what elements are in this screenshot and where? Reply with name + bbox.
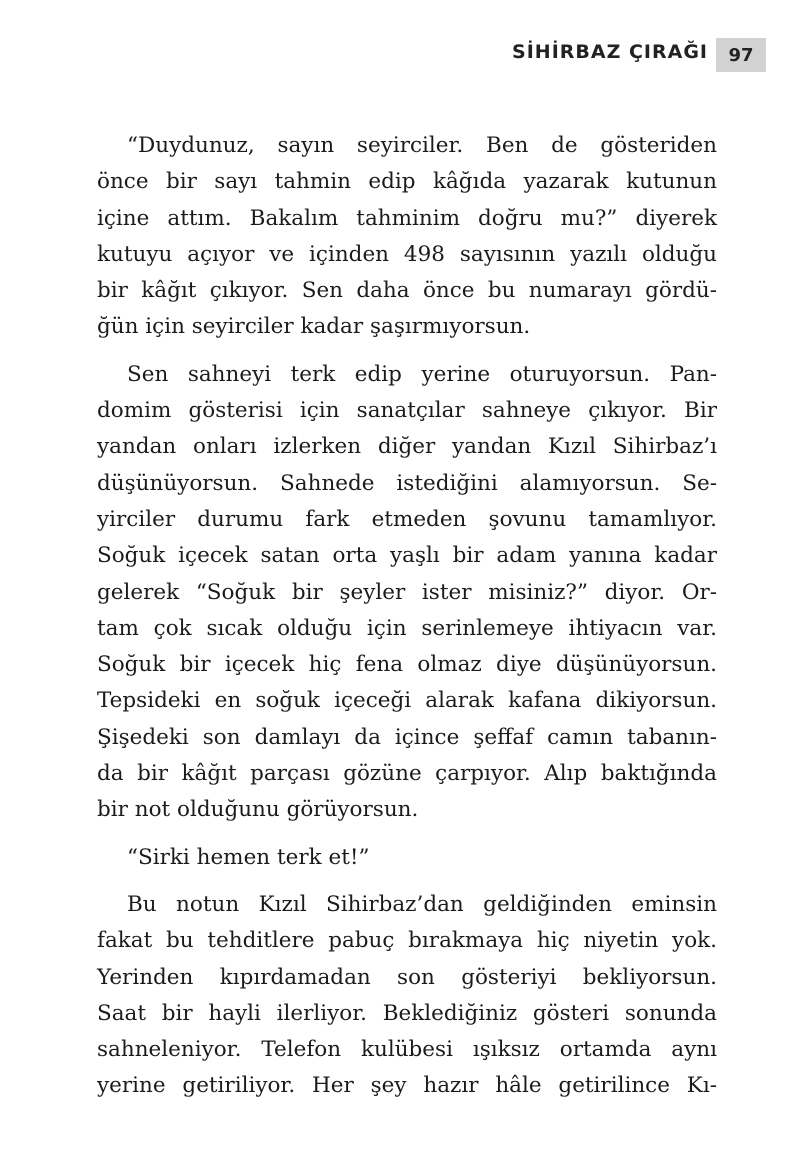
text-line: Yerinden kıpırdamadan son gösteriyi bekliyorsun. (97, 964, 717, 990)
text-line: yerine getiriliyor. Her şey hazır hâle getirilince Kı- (97, 1073, 717, 1099)
text-line: da bir kâğıt parçası gözüne çarpıyor. Alıp baktığında (97, 761, 717, 787)
page-number-box (716, 38, 766, 72)
text-line: yirciler durumu fark etmeden şovunu tamamlıyor. (97, 506, 717, 532)
text-line: içine attım. Bakalım tahminim doğru mu?” diyerek (97, 205, 717, 231)
text-line: Sen sahneyi terk edip yerine oturuyorsun. Pan- (127, 361, 717, 387)
text-line: tam çok sıcak olduğu için serinlemeye ihtiyacın var. (97, 615, 717, 641)
text-line: “Sirki hemen terk et!” (127, 844, 370, 870)
text-line: Bu notun Kızıl Sihirbaz’dan geldiğinden eminsin (127, 891, 717, 917)
text-line: Soğuk içecek satan orta yaşlı bir adam yanına kadar (97, 543, 717, 569)
text-line: Saat bir hayli ilerliyor. Beklediğiniz gösteri sonunda (97, 1000, 717, 1026)
body-text (97, 128, 717, 1105)
text-line: domim gösterisi için sanatçılar sahneye çıkıyor. Bir (97, 398, 717, 424)
text-line: Şişedeki son damlayı da içince şeffaf camın tabanın- (97, 724, 717, 750)
paragraph-4 (97, 887, 717, 1105)
paragraph-2 (97, 357, 717, 829)
text-line: önce bir sayı tahmin edip kâğıda yazarak kutunun (97, 169, 717, 195)
running-title: SİHİRBAZ ÇIRAĞI (512, 41, 708, 63)
paragraph-3 (97, 840, 717, 876)
page-number: 97 (728, 44, 754, 66)
text-line: yandan onları izlerken diğer yandan Kızıl Sihirbaz’ı (97, 434, 717, 460)
text-line: ğün için seyirciler kadar şaşırmıyorsun. (97, 314, 531, 340)
text-line: “Duydunuz, sayın seyirciler. Ben de gösteriden (127, 133, 717, 158)
text-line: fakat bu tehditlere pabuç bırakmaya hiç niyetin yok. (97, 928, 717, 954)
text-line: düşünüyorsun. Sahnede istediğini alamıyorsun. Se- (97, 470, 717, 496)
text-line: bir kâğıt çıkıyor. Sen daha önce bu numarayı gördü- (97, 278, 717, 304)
text-line: bir not olduğunu görüyorsun. (97, 797, 419, 823)
page-header (0, 38, 800, 72)
text-line: Soğuk bir içecek hiç fena olmaz diye düşünüyorsun. (97, 652, 717, 678)
text-line: gelerek “Soğuk bir şeyler ister misiniz?” diyor. Or- (97, 579, 717, 605)
text-line: kutuyu açıyor ve içinden 498 sayısının yazılı olduğu (97, 241, 717, 267)
text-line: Tepsideki en soğuk içeceği alarak kafana dikiyorsun. (97, 688, 717, 714)
paragraph-1 (97, 128, 717, 346)
text-line: sahneleniyor. Telefon kulübesi ışıksız ortamda aynı (97, 1037, 717, 1063)
